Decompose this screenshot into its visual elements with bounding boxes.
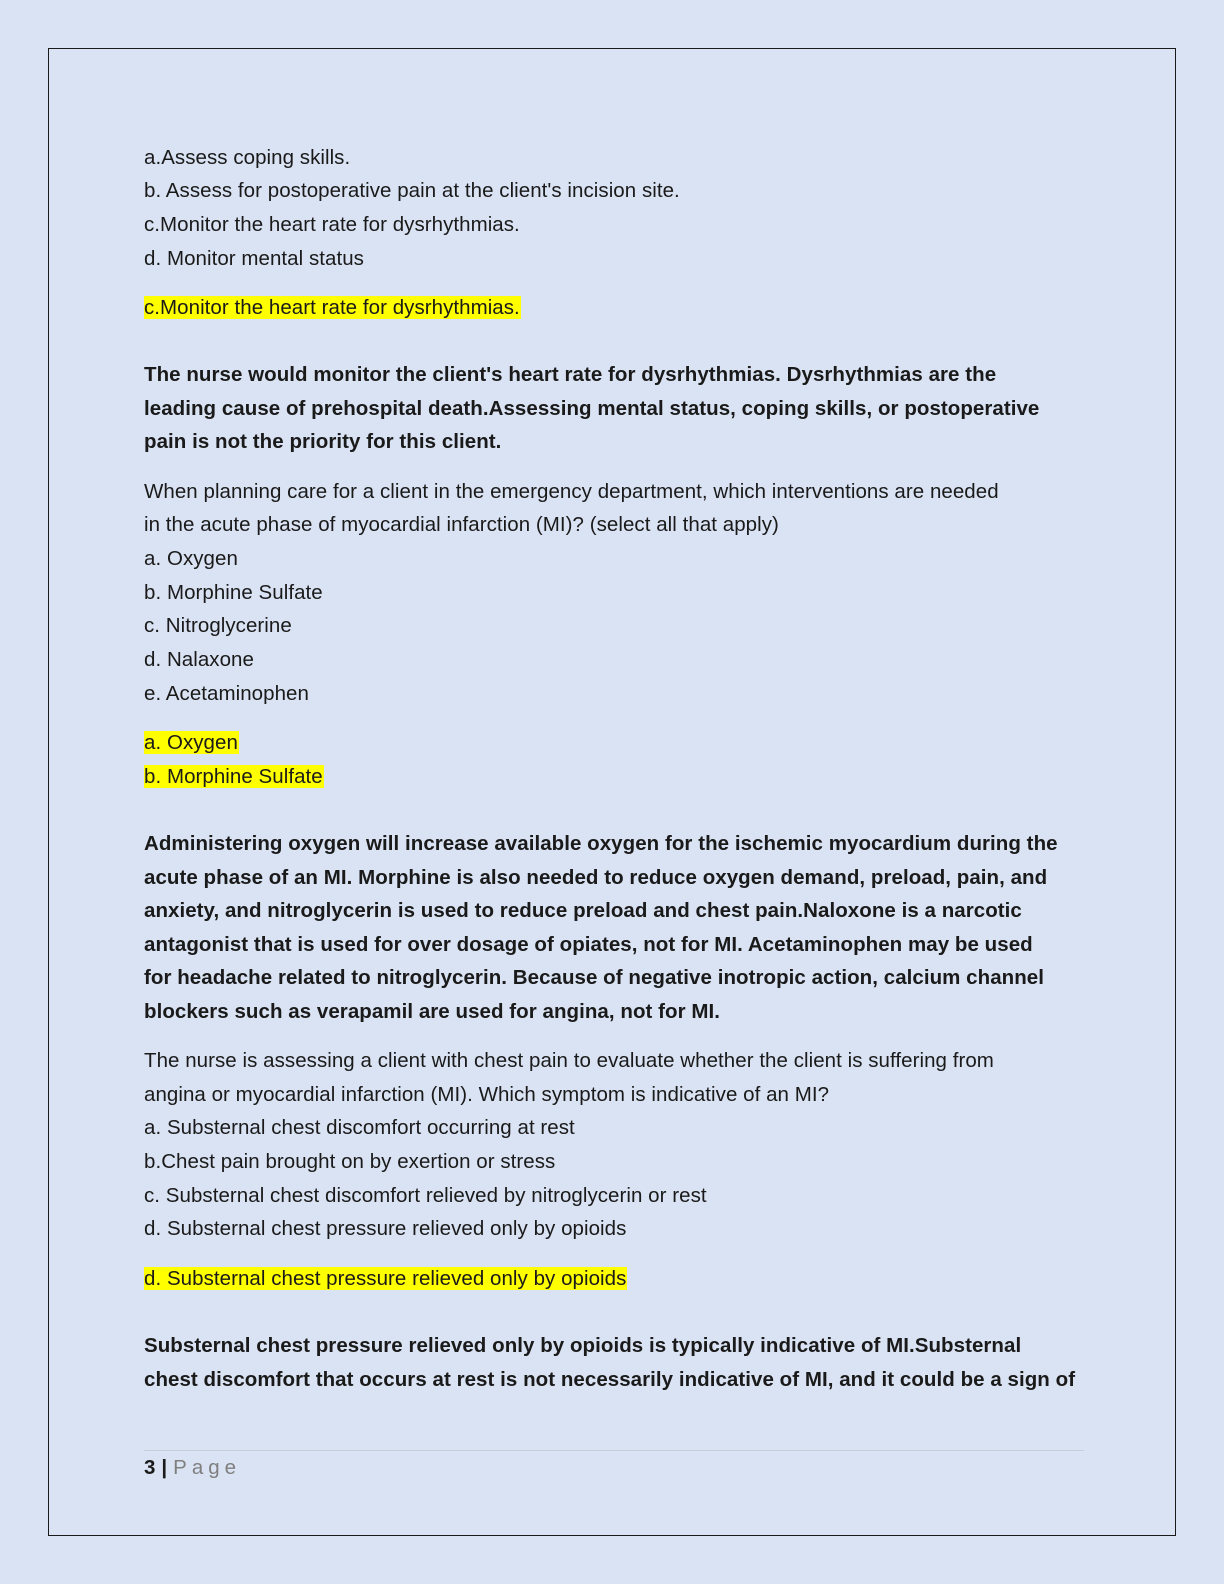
q1-rationale-line: The nurse would monitor the client's heart rate for dysrhythmias. Dysrhythmias are the — [144, 363, 997, 386]
q3-question-line: angina or myocardial infarction (MI). Which symptom is indicative of an MI? — [144, 1083, 830, 1106]
q3-option-d: d. Substernal chest pressure relieved only by opioids — [144, 1217, 627, 1240]
q2-rationale-line: Administering oxygen will increase available oxygen for the ischemic myocardium during the — [144, 832, 1058, 855]
q2-option-e: e. Acetaminophen — [144, 682, 309, 705]
answer-highlight: c.Monitor the heart rate for dysrhythmias. — [144, 296, 520, 319]
q2-rationale-line: antagonist that is used for over dosage of opiates, not for MI. Acetaminophen may be used — [144, 933, 1033, 956]
q3-question-line: The nurse is assessing a client with chest pain to evaluate whether the client is suffering from — [144, 1049, 994, 1072]
q2-answer — [144, 726, 239, 760]
q2-option-b: b. Morphine Sulfate — [144, 581, 323, 604]
page-label: Page — [173, 1456, 242, 1479]
q1-rationale-line: leading cause of prehospital death.Assessing mental status, coping skills, or postoperative — [144, 397, 1040, 420]
q2-option-a: a. Oxygen — [144, 547, 238, 570]
q3-option-c: c. Substernal chest discomfort relieved by nitroglycerin or rest — [144, 1184, 707, 1207]
q2-rationale-line: blockers such as verapamil are used for angina, not for MI. — [144, 1000, 720, 1023]
q2-rationale-line: for headache related to nitroglycerin. Because of negative inotropic action, calcium channel — [144, 966, 1044, 989]
q2-rationale-line: anxiety, and nitroglycerin is used to reduce preload and chest pain.Naloxone is a narcotic — [144, 899, 1022, 922]
q2-option-c: c. Nitroglycerine — [144, 614, 292, 637]
page-number: 3 — [144, 1456, 156, 1479]
q1-answer — [144, 291, 521, 325]
q1-rationale-line: pain is not the priority for this client. — [144, 430, 502, 453]
q3-rationale-line: chest discomfort that occurs at rest is not necessarily indicative of MI, and it could be a sign of — [144, 1368, 1076, 1391]
answer-highlight: a. Oxygen — [144, 731, 238, 754]
q2-question-line: When planning care for a client in the emergency department, which interventions are needed — [144, 480, 999, 503]
q3-rationale-line: Substernal chest pressure relieved only by opioids is typically indicative of MI.Substernal — [144, 1334, 1022, 1357]
page-footer — [144, 1453, 241, 1483]
q2-rationale-line: acute phase of an MI. Morphine is also needed to reduce oxygen demand, preload, pain, and — [144, 866, 1048, 889]
answer-highlight: d. Substernal chest pressure relieved only by opioids — [144, 1267, 627, 1290]
q2-question-line: in the acute phase of myocardial infarction (MI)? (select all that apply) — [144, 513, 779, 536]
q1-option-a: a.Assess coping skills. — [144, 146, 351, 169]
q2-answer — [144, 760, 324, 794]
q2-option-d: d. Nalaxone — [144, 648, 254, 671]
answer-highlight: b. Morphine Sulfate — [144, 765, 323, 788]
footer-divider — [144, 1450, 1084, 1451]
q3-answer — [144, 1262, 627, 1296]
q3-option-b: b.Chest pain brought on by exertion or stress — [144, 1150, 556, 1173]
q3-option-a: a. Substernal chest discomfort occurring at rest — [144, 1116, 575, 1139]
q1-option-c: c.Monitor the heart rate for dysrhythmias. — [144, 213, 520, 236]
q1-option-b: b. Assess for postoperative pain at the client's incision site. — [144, 179, 680, 202]
q1-option-d: d. Monitor mental status — [144, 247, 364, 270]
footer-separator: | — [161, 1456, 168, 1479]
